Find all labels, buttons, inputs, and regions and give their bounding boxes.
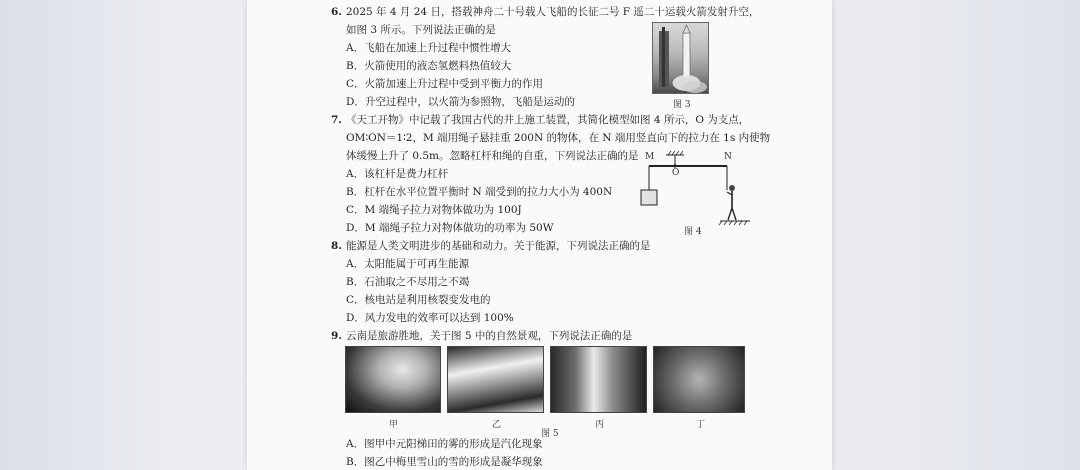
question-6-option-b: B．火箭使用的液态氢燃料热值较大 <box>346 60 512 72</box>
question-8-number: 8. <box>331 240 342 252</box>
photo-label-jia: 甲 <box>389 420 399 430</box>
question-8-option-b: B．石油取之不尽用之不竭 <box>346 276 470 288</box>
question-6-stem-line1: 2025 年 4 月 24 日，搭载神舟二十号载人飞船的长征二号 F 遥二十运载火箭发射升空， <box>346 6 760 18</box>
lever-label-m: M <box>645 152 655 162</box>
question-7-option-c: C．M 端绳子拉力对物体做功为 100J <box>346 204 522 216</box>
question-8-option-a: A．太阳能属于可再生能源 <box>346 258 470 270</box>
question-9-option-a: A．图甲中元阳梯田的雾的形成是汽化现象 <box>346 438 543 450</box>
question-8-option-c: C．核电站是利用核裂变发电的 <box>346 294 491 306</box>
photo-yi-snow-mountain <box>447 346 544 413</box>
lever-label-n: N <box>724 152 732 162</box>
exam-paper <box>247 0 832 470</box>
figure-4-caption: 图 4 <box>684 227 702 237</box>
question-8-option-d: D．风力发电的效率可以达到 100% <box>346 312 514 324</box>
question-6-option-a: A．飞船在加速上升过程中惯性增大 <box>346 42 512 54</box>
question-9-stem: 云南是旅游胜地，关于图 5 中的自然景观，下列说法正确的是 <box>346 330 633 342</box>
figure-5-caption: 图 5 <box>541 429 559 439</box>
question-9-option-b: B．图乙中梅里雪山的雪的形成是凝华现象 <box>346 456 543 468</box>
rocket-launch-photo <box>652 22 709 94</box>
photo-bing-hot-spring <box>550 346 647 413</box>
question-9-number: 9. <box>331 330 342 342</box>
question-6-option-c: C．火箭加速上升过程中受到平衡力的作用 <box>346 78 544 90</box>
question-7-option-b: B．杠杆在水平位置平衡时 N 端受到的拉力大小为 400N <box>346 186 613 198</box>
photo-label-bing: 丙 <box>595 420 605 430</box>
question-6-number: 6. <box>331 6 342 18</box>
lever-label-o: O <box>672 168 680 178</box>
rocket-icon <box>653 23 710 95</box>
question-6-option-d: D．升空过程中，以火箭为参照物，飞船是运动的 <box>346 96 575 108</box>
question-7-number: 7. <box>331 114 342 126</box>
question-8-stem: 能源是人类文明进步的基础和动力。关于能源，下列说法正确的是 <box>346 240 651 252</box>
photo-ding-dew-drops <box>653 346 745 413</box>
question-7-stem-line1: 《天工开物》中记载了我国古代的井上施工装置，其简化模型如图 4 所示，O 为支点， <box>346 114 750 126</box>
photo-label-yi: 乙 <box>492 420 502 430</box>
question-7-stem-line3: 体缓慢上升了 0.5m。忽略杠杆和绳的自重，下列说法正确的是 <box>346 150 639 162</box>
photo-label-ding: 丁 <box>696 420 706 430</box>
photo-jia-terraces-fog <box>345 346 441 413</box>
figure-3-caption: 图 3 <box>673 100 691 110</box>
question-7-option-a: A．该杠杆是费力杠杆 <box>346 168 449 180</box>
question-7-option-d: D．M 端绳子拉力对物体做功的功率为 50W <box>346 222 554 234</box>
question-6-stem-line2: 如图 3 所示。下列说法正确的是 <box>346 24 496 36</box>
question-7-stem-line2: OM∶ON＝1∶2，M 端用绳子悬挂重 200N 的物体，在 N 端用竖直向下的拉力在 1s 内使物 <box>346 132 771 144</box>
